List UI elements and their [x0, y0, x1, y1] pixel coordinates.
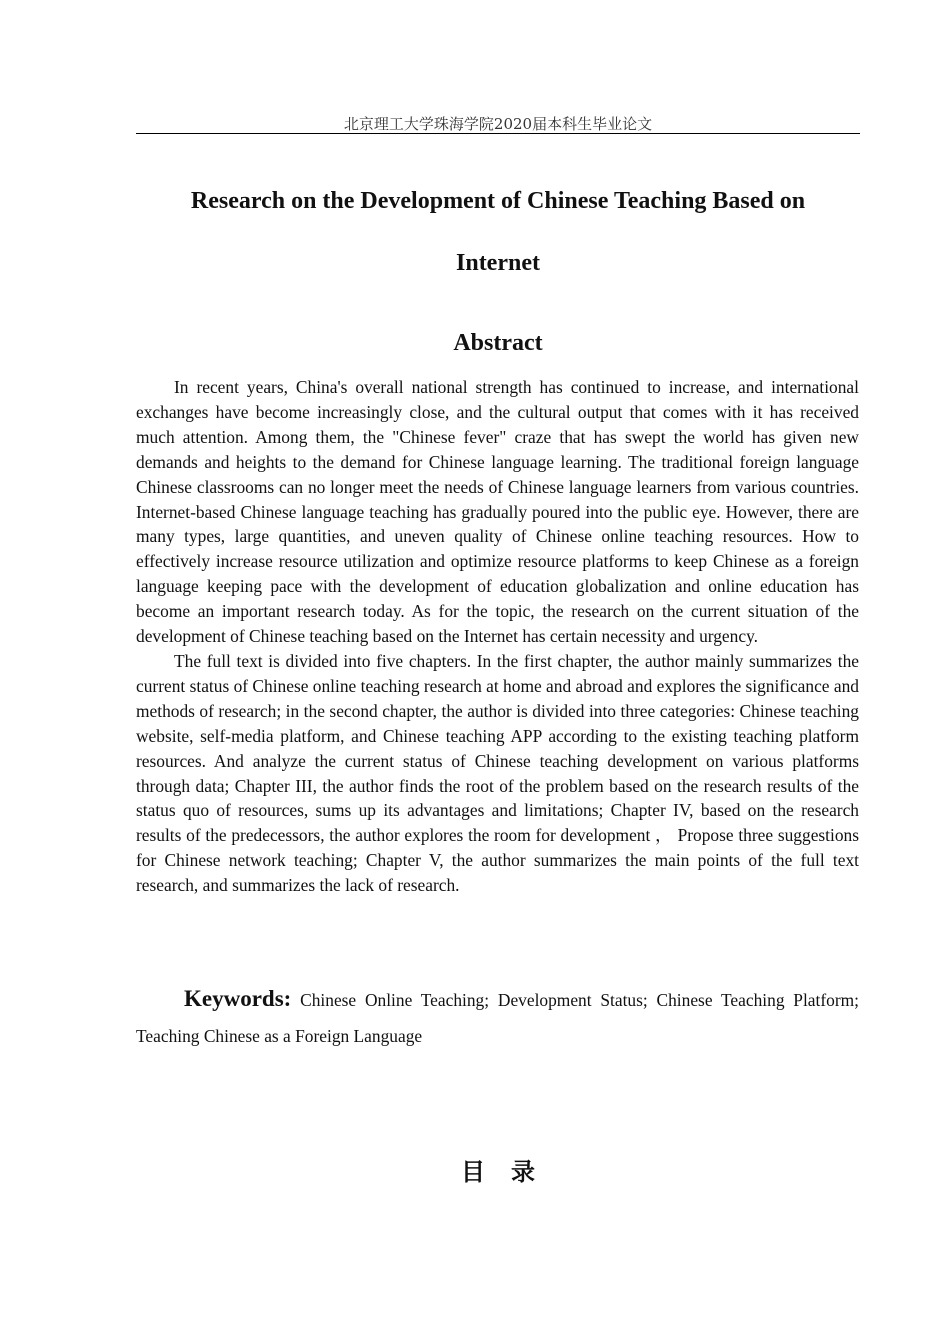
- keywords-label: Keywords:: [184, 986, 292, 1011]
- header-rule: [136, 133, 860, 134]
- keywords-text: Chinese Online Teaching; Development Status; Chinese Teaching Platform; Teaching Chinese as a Foreign Language: [136, 990, 859, 1046]
- toc-heading: 目录: [461, 1158, 561, 1186]
- abstract-body: [136, 375, 859, 898]
- paper-title: [136, 170, 860, 294]
- abstract-paragraph-2: The full text is divided into five chapters. In the first chapter, the author mainly summarizes the current status of Chinese online teaching research at home and abroad and explores the significance and methods of research; in the second chapter, the author is divided into three categories: Chinese teaching website, self-media platform, and Chinese teaching APP according to the existing teaching platform resources. And analyze the current status of Chinese teaching development on various platforms through data; Chapter III, the author finds the root of the problem based on the research results of the status quo of resources, sums up its advantages and limitations; Chapter IV, based on the research results of the predecessors, the author explores the room for development ， Propose three suggestions for Chinese network teaching; Chapter V, the author summarizes the main points of the full text research, and summarizes the lack of research.: [136, 650, 859, 896]
- keywords: [136, 981, 859, 1054]
- abstract-heading: Abstract: [453, 330, 543, 356]
- paper-title-line1: Research on the Development of Chinese Teaching Based on: [190, 188, 806, 214]
- running-header: 北京理工大学珠海学院2020届本科生毕业论文: [343, 115, 653, 133]
- abstract-paragraph-1: In recent years, China's overall national strength has continued to increase, and international exchanges have become increasingly close, and the cultural output that comes with it has received much attention. Among them, the "Chinese fever" craze that has swept the world has given new demands and heights to the demand for Chinese language learning. The traditional foreign language Chinese classrooms can no longer meet the needs of Chinese language learners from various countries. Internet-based Chinese language teaching has gradually poured into the public eye. However, there are many types, large quantities, and uneven quality of Chinese online teaching resources. How to effectively increase resource utilization and optimize resource platforms to keep Chinese as a foreign language keeping pace with the development of education globalization and online education has become an important research today. As for the topic, the research on the current situation of the development of Chinese teaching based on the Internet has certain necessity and urgency.: [136, 377, 859, 647]
- paper-title-line2: Internet: [456, 250, 540, 276]
